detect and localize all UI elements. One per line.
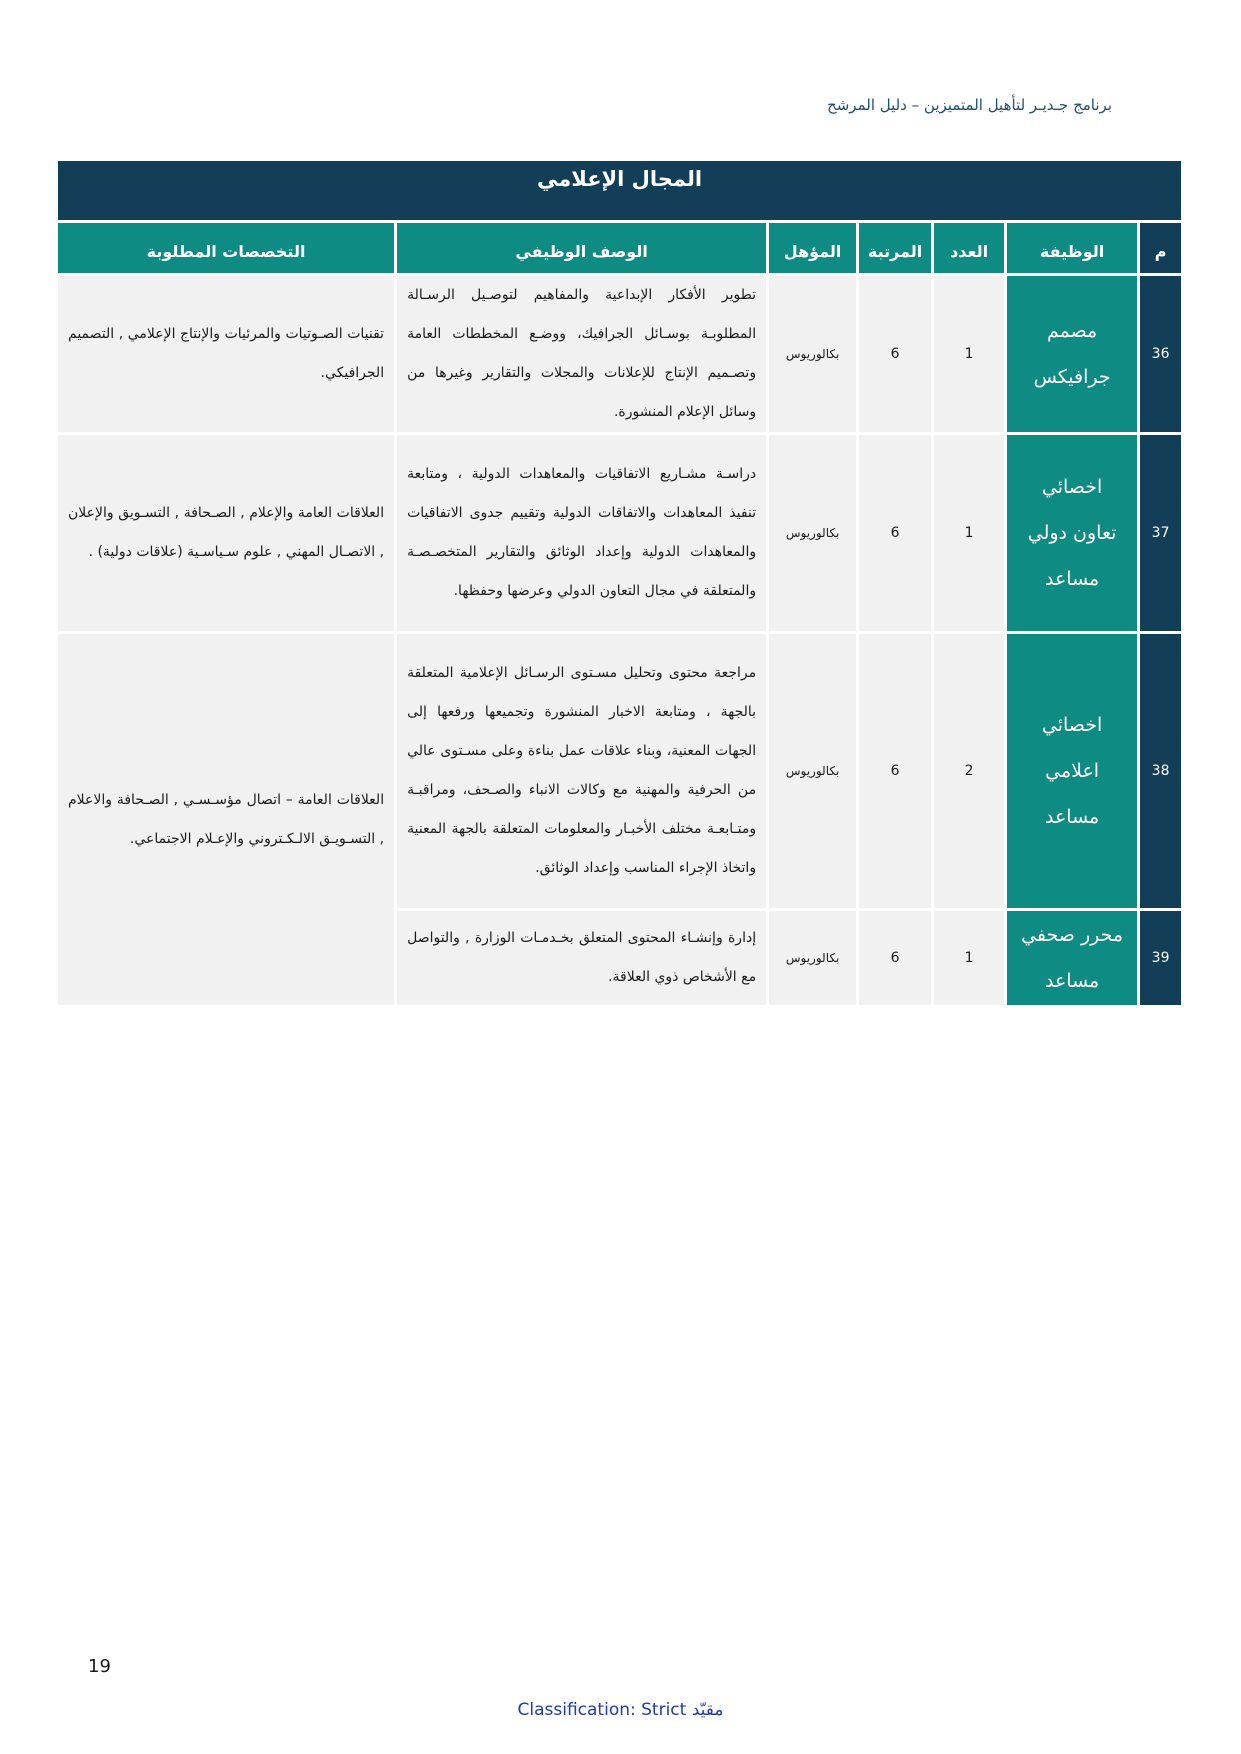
running-header: برنامج جـديـر لتأهيل المتميزين – دليل المرشح [827, 96, 1112, 114]
classification-label: Classification: Strict مقيّد [517, 1700, 724, 1720]
job-title-line: مصمم [1046, 320, 1098, 342]
job-title-line: اخصائي [1041, 476, 1103, 498]
table-row [58, 435, 1181, 631]
column-header-description: الوصف الوظيفي [397, 223, 766, 273]
table-title: المجال الإعلامي [58, 161, 1181, 220]
job-title-line: جرافيكس [1033, 366, 1111, 388]
job-grade: 6 [859, 276, 931, 432]
job-title-line: مساعد [1044, 568, 1100, 590]
row-number: 36 [1140, 276, 1181, 432]
jobs-table [55, 158, 1184, 1008]
job-title-line: اخصائي [1041, 714, 1103, 736]
job-count: 2 [934, 634, 1004, 908]
row-number: 37 [1140, 435, 1181, 631]
job-title-line: مساعد [1044, 806, 1100, 828]
job-qualification: بكالوريوس [769, 911, 856, 1005]
job-description: دراسـة مشـاريع الاتفاقيات والمعاهدات الدولية ، ومتابعة تنفيذ المعاهدات والاتفاقات الدولية وتقييم جدوى الاتفاقيات والمعاهدات الدولية وإعداد الوثائق والتقارير المتخصـصـة والمتعلقة في مجال التعاون الدولي وعرضها وحفظها. [397, 435, 766, 631]
job-description: تطوير الأفكار الإبداعية والمفاهيم لتوصـيل الرسـالة المطلوبـة بوسـائل الجرافيك، ووضـع المخططات العامة وتصـميم الإنتاج للإعلانات والمجلات والتقارير وغيرها من وسائل الإعلام المنشورة. [397, 276, 766, 432]
job-description: مراجعة محتوى وتحليل مسـتوى الرسـائل الإعلامية المتعلقة بالجهة ، ومتابعة الاخبار المنشورة وتجميعها ورفعها إلى الجهات المعنية، وبناء علاقات عمل بناءة وعلى مسـتوى عالي من الحرفية والمهنية مع وكالات الانباء والصـحف، ومراقبـة ومتـابعـة مختلف الأخبـار والمعلومات المتعلقة بالجهة المعنية واتخاذ الإجراء المناسب وإعداد الوثائق. [397, 634, 766, 908]
table-row [58, 634, 1181, 908]
job-title-line: محرر صحفي [1021, 924, 1124, 946]
job-grade: 6 [859, 911, 931, 1005]
job-count: 1 [934, 435, 1004, 631]
job-qualification: بكالوريوس [769, 435, 856, 631]
job-title-line: مساعد [1044, 970, 1100, 992]
job-grade: 6 [859, 435, 931, 631]
job-specializations: تقنيات الصـوتيات والمرئيات والإنتاج الإعلامي , التصميم الجرافيكي. [58, 276, 394, 432]
column-header-count: العدد [934, 223, 1004, 273]
column-header-specializations: التخصصات المطلوبة [58, 223, 394, 273]
row-number: 38 [1140, 634, 1181, 908]
job-title [1007, 435, 1137, 631]
job-qualification: بكالوريوس [769, 634, 856, 908]
table-header-row [58, 223, 1181, 273]
page-number: 19 [88, 1656, 111, 1677]
job-title [1007, 911, 1137, 1005]
job-specializations: العلاقات العامة والإعلام , الصـحافة , التسـويق والإعلان , الاتصـال المهني , علوم سـياسـية (علاقات دولية) . [58, 435, 394, 631]
jobs-table-wrap [58, 161, 1184, 1005]
column-header-qualification: المؤهل [769, 223, 856, 273]
job-specializations: العلاقات العامة – اتصال مؤسـسـي , الصـحافة والاعلام , التسـويـق الالـكـتروني والإعـلام الاجتماعي. [58, 634, 394, 1005]
column-header-num: م [1140, 223, 1181, 273]
job-qualification: بكالوريوس [769, 276, 856, 432]
job-count: 1 [934, 276, 1004, 432]
column-header-grade: المرتبة [859, 223, 931, 273]
table-row [58, 276, 1181, 432]
column-header-job: الوظيفة [1007, 223, 1137, 273]
job-title [1007, 634, 1137, 908]
job-description: إدارة وإنشـاء المحتوى المتعلق بخـدمـات الوزارة , والتواصل مع الأشخاص ذوي العلاقة. [397, 911, 766, 1005]
job-title [1007, 276, 1137, 432]
job-title-line: اعلامي [1045, 760, 1100, 782]
row-number: 39 [1140, 911, 1181, 1005]
table-title-row [58, 161, 1181, 220]
job-grade: 6 [859, 634, 931, 908]
job-count: 1 [934, 911, 1004, 1005]
job-title-line: تعاون دولي [1027, 522, 1117, 544]
